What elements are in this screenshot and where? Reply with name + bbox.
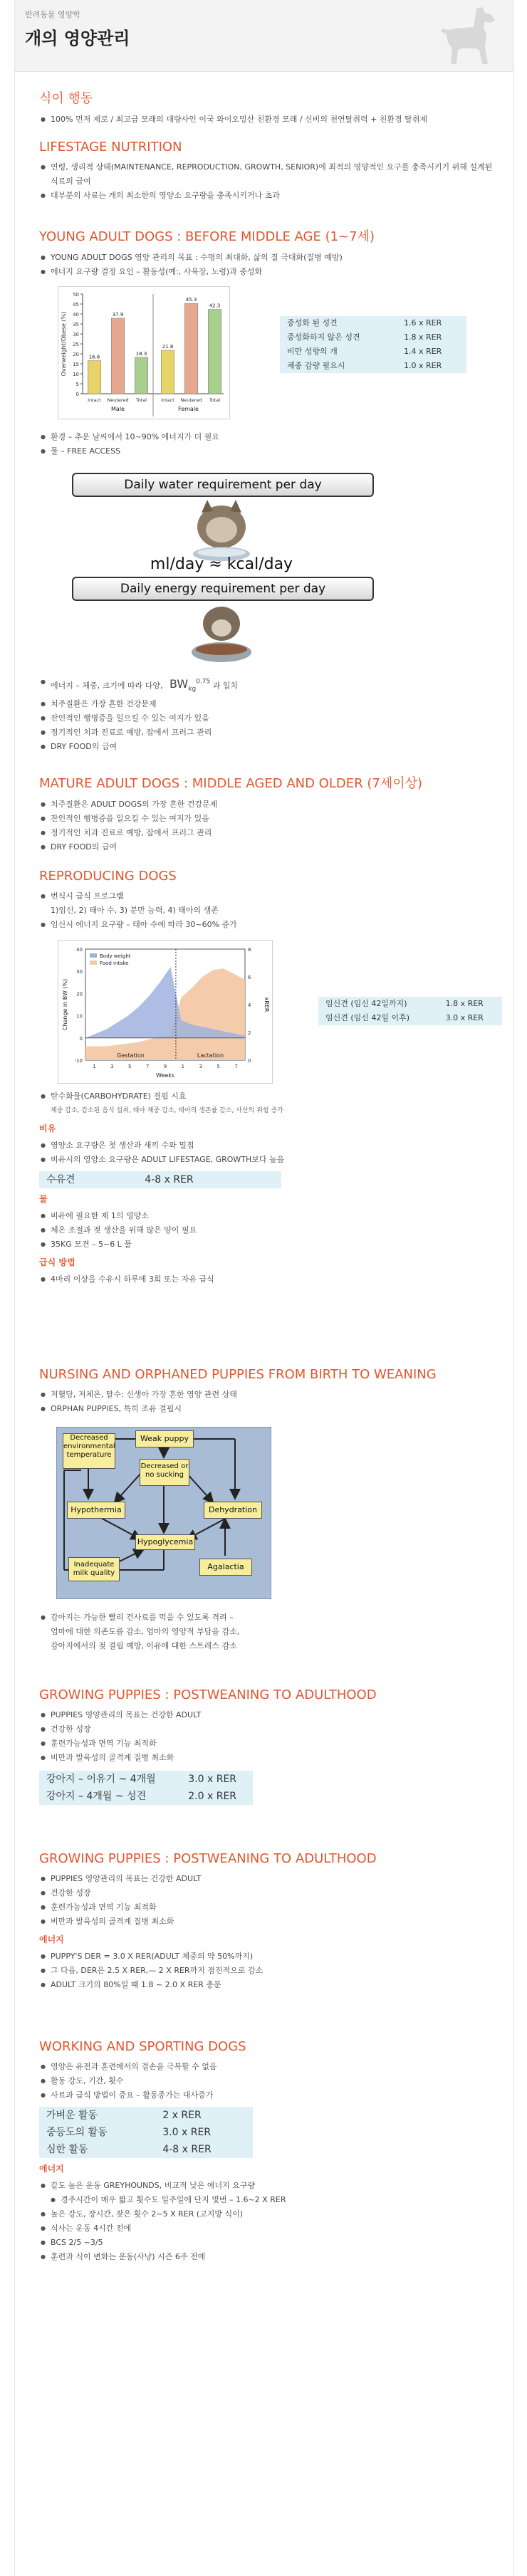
puppy-energy-table bbox=[39, 1771, 253, 1805]
x-tick-label: 7 bbox=[234, 1064, 238, 1069]
energy-formula: $BW_{kg}^{0.75}$ bbox=[169, 677, 211, 693]
list-item: ● 영양소 요구량은 첫 생산과 새끼 수와 밀접 bbox=[51, 1138, 495, 1153]
dog-silhouette-icon bbox=[435, 6, 499, 67]
section-title: GROWING PUPPIES : POSTWEANING TO ADULTHOOD bbox=[39, 1851, 377, 1866]
young-extra-list bbox=[39, 430, 495, 459]
y-tick-label: -10 bbox=[74, 1058, 83, 1064]
table-row: 강아지 – 4개월 ~ 성견 2.0 x RER bbox=[46, 1791, 237, 1802]
group-label: Male bbox=[111, 406, 125, 412]
list-item: ● 저혈당, 저체온, 탈수: 신생아 가장 흔한 영양 관련 상태 bbox=[51, 1388, 495, 1402]
node-inadequate-milk: Inadequate milk quality bbox=[68, 1557, 120, 1581]
list-item: ● 높은 강도, 장시간, 잦은 횟수 2~5 X RER (고지방 식이) bbox=[51, 2207, 495, 2221]
cat-drinking-icon bbox=[186, 498, 257, 562]
list-item: ● 치주질환은 ADULT DOGS의 가장 흔한 건강문제 bbox=[51, 797, 495, 812]
x-tick-label: 5 bbox=[216, 1064, 220, 1069]
bar-value-label: 18.3 bbox=[135, 350, 147, 357]
list-item: ● 경주시간이 매우 짧고 횟수도 일주일에 단지 몇번 – 1.6~2 X RER bbox=[51, 2193, 495, 2207]
list-item: ● 잔인적인 행병증을 일으킬 수 있는 여지가 있음 bbox=[51, 812, 495, 826]
bar bbox=[208, 310, 221, 394]
y-tick-label: 10 bbox=[73, 372, 79, 377]
table-row: 수유견 4-8 x RER bbox=[46, 1174, 194, 1185]
y-tick-label: 40 bbox=[73, 312, 79, 318]
x-tick-label: 5 bbox=[127, 1064, 132, 1069]
list-item: ● PUPPY'S DER = 3.0 X RER(ADULT 체중의 약 50%까지) bbox=[51, 1949, 495, 1964]
x-tick-label: 9 bbox=[163, 1064, 167, 1069]
y-tick-label: 35 bbox=[73, 322, 79, 328]
x-tick-label: Total bbox=[209, 397, 221, 403]
list-item: ● 잔인적인 행병증을 일으킬 수 있는 여지가 있음 bbox=[51, 711, 495, 726]
section-diet bbox=[39, 88, 495, 127]
list-item: ● 비만과 발육성의 골격계 질병 최소화 bbox=[51, 1915, 495, 1929]
indent-text: 엄마에 대한 의존도를 감소, 엄마의 영양적 부담을 감소, bbox=[51, 1627, 240, 1636]
x-tick-label: Neutered bbox=[107, 397, 129, 403]
table-row: 임신견 (임신 42일 이후) 3.0 x RER bbox=[325, 1013, 484, 1022]
list-item: ● 체온 조절과 젖 생산을 위해 많은 양이 필요 bbox=[51, 1223, 495, 1237]
bar bbox=[135, 357, 147, 394]
orphan-notes bbox=[39, 1611, 495, 1653]
list-item: ● 대부분의 사료는 개의 최소한의 영양소 요구량을 충족시키거나 초과 bbox=[51, 189, 495, 203]
page-header bbox=[15, 0, 513, 72]
list-item: ● 치주질환은 가장 흔한 건강문제 bbox=[51, 697, 495, 711]
table-row: 강아지 – 이유기 ~ 4개월 3.0 x RER bbox=[46, 1774, 237, 1785]
dog-food-bowl-icon bbox=[186, 602, 257, 666]
list-item: ● 35KG 모견 – 5~6 L 물 bbox=[51, 1237, 495, 1252]
y-tick-label: 30 bbox=[73, 332, 79, 337]
list-item: ● 식사는 운동 4시간 전에 bbox=[51, 2221, 495, 2236]
list-item: ● 영양은 유전과 훈련에서의 결손을 극복할 수 없음 bbox=[51, 2060, 495, 2074]
node-agalactia: Agalactia bbox=[199, 1559, 252, 1576]
list-item: ● ADULT 크기의 80%일 때 1.8 ~ 2.0 X RER 충분 bbox=[51, 1978, 495, 1992]
list-item: ● 임신시 에너지 요구량 – 태아 수에 따라 30~60% 증가 bbox=[51, 918, 495, 932]
bar bbox=[111, 318, 124, 394]
y2-tick-label: 0 bbox=[248, 1058, 251, 1064]
y-tick-label: 0 bbox=[75, 392, 79, 397]
carb-note: 체중 감소, 감소된 음식 섭취, 태아 체중 감소, 태아의 생존률 감소, 사산의 위험 증가 bbox=[51, 1107, 283, 1114]
list-item: ● 훈련과 식이 변화는 운동(사냥) 시즌 6주 전에 bbox=[51, 2250, 495, 2264]
table-row: 심한 활동 4-8 x RER bbox=[46, 2144, 212, 2155]
indent-text: 감아지에서의 젖 결핍 예방, 이유에 대한 스트레스 감소 bbox=[51, 1641, 237, 1650]
section-title: WORKING AND SPORTING DOGS bbox=[39, 2039, 246, 2054]
list-item: ● 건강한 성장 bbox=[51, 1722, 495, 1737]
young-energy-list bbox=[39, 675, 495, 754]
y2-tick-label: 4 bbox=[248, 1002, 251, 1008]
x-tick-label: 1 bbox=[93, 1064, 96, 1069]
bar-chart-svg bbox=[58, 287, 229, 419]
list-item: ● 환경 – 추운 날씨에서 10~90% 에너지가 더 필요 bbox=[51, 430, 495, 444]
page bbox=[14, 0, 514, 2576]
list-item: ● 비유시의 영양소 요구량은 ADULT LIFESTAGE, GROWTH보다 높음 bbox=[51, 1153, 495, 1167]
list-item: ● 연령, 생리적 상태(MAINTENANCE, REPRODUCTION, GROWTH, SENIOR)에 최적의 영양적인 요구를 충족시키기 위해 설계된 식료의 급여 bbox=[51, 160, 495, 189]
section-working bbox=[39, 2039, 495, 2264]
y2-tick-label: 2 bbox=[248, 1030, 251, 1036]
water-energy-equation: ml/day ≈ kcal/day bbox=[150, 555, 293, 573]
node-hypoglycemia: Hypoglycemia bbox=[135, 1534, 195, 1550]
y-tick-label: 20 bbox=[73, 352, 79, 357]
area-chart-svg bbox=[58, 941, 272, 1083]
water-requirement-label: Daily water requirement per day bbox=[72, 473, 374, 497]
node-dehydration: Dehydration bbox=[204, 1502, 262, 1519]
section-lifestage bbox=[39, 140, 495, 203]
list-item: ● 번식시 급식 프로그램 bbox=[51, 889, 495, 904]
y-tick-label: 10 bbox=[76, 1013, 83, 1020]
phase-label: Gestation bbox=[117, 1052, 145, 1059]
bar-value-label: 37.9 bbox=[112, 311, 124, 318]
list-item: ● 건강한 성장 bbox=[51, 1886, 495, 1900]
list-item: ● 탄수화물(CARBOHYDRATE) 결핍 시효 bbox=[51, 1089, 495, 1104]
y-tick-label: 5 bbox=[75, 382, 79, 387]
table-row: 체중 감량 필요시 1.0 x RER bbox=[287, 361, 442, 370]
list-item: ● 정기적인 치과 진료로 예방, 잡에서 프러그 관리 bbox=[51, 826, 495, 840]
pregnancy-lactation-chart bbox=[58, 940, 273, 1084]
y-tick-label: 20 bbox=[76, 991, 83, 998]
phase-label: Lactation bbox=[197, 1052, 224, 1059]
list-item: ● 활동 강도, 기간, 횟수 bbox=[51, 2074, 495, 2088]
table-row: 비만 성향의 개 1.4 x RER bbox=[287, 347, 442, 356]
section-reproducing bbox=[39, 869, 495, 932]
list-item: ● 정기적인 치과 진료로 예방, 잡에서 프러그 관리 bbox=[51, 726, 495, 740]
section-title: LIFESTAGE NUTRITION bbox=[39, 140, 182, 155]
nursing-title: 비유 bbox=[39, 1124, 56, 1133]
list-item: ● 에너지 요구량 결정 요인 – 활동성(예:, 사육장, 노령)과 중성화 bbox=[51, 265, 495, 279]
list-item: ● 물 – FREE ACCESS bbox=[51, 444, 495, 459]
x-tick-label: Intact bbox=[161, 397, 174, 403]
list-item: ● DRY FOOD의 급여 bbox=[51, 740, 495, 754]
list-item: ● PUPPIES 영양관리의 목표는 건강한 ADULT bbox=[51, 1872, 495, 1886]
section-title: REPRODUCING DOGS bbox=[39, 869, 177, 884]
y-tick-label: 15 bbox=[73, 362, 79, 367]
y-tick-label: 25 bbox=[73, 342, 79, 347]
list-item: ● BCS 2/5 ~3/5 bbox=[51, 2236, 495, 2250]
list-item: ● 비만과 발육성의 골격계 질병 최소화 bbox=[51, 1751, 495, 1765]
node-decreased-temperature: Decreased environmental temperature bbox=[63, 1433, 115, 1469]
list-item: ● 훈련가능성과 면역 기능 최적화 bbox=[51, 1737, 495, 1751]
obesity-bar-chart bbox=[58, 286, 230, 419]
legend-swatch bbox=[90, 953, 97, 958]
bar-value-label: 16.6 bbox=[88, 354, 100, 360]
bar bbox=[161, 350, 174, 394]
list-item: ● 비유에 필요한 제 1의 영양소 bbox=[51, 1209, 495, 1223]
energy-title: 에너지 bbox=[39, 2164, 64, 2174]
bar-value-label: 42.3 bbox=[209, 303, 221, 309]
feeding-title: 급식 방법 bbox=[39, 1257, 75, 1267]
node-hypothermia: Hypothermia bbox=[67, 1502, 125, 1519]
x-tick-label: 7 bbox=[145, 1064, 150, 1069]
section-young-adult bbox=[39, 226, 495, 279]
group-label: Female bbox=[178, 406, 199, 412]
table-row: 중성화 된 성견 1.6 x RER bbox=[287, 318, 442, 328]
y2-tick-label: 8 bbox=[248, 947, 251, 953]
section-title: YOUNG ADULT DOGS : BEFORE MIDDLE AGE (1~7세) bbox=[39, 229, 375, 244]
node-weak-puppy: Weak puppy bbox=[135, 1430, 194, 1447]
y-tick-label: 30 bbox=[76, 969, 83, 975]
table-row: 중등도의 활동 3.0 x RER bbox=[46, 2127, 212, 2138]
legend-label: Food intake bbox=[100, 960, 129, 966]
indent-text: 1)임신, 2) 태아 수, 3) 분만 능력, 4) 태아의 생존 bbox=[51, 906, 219, 915]
page-title: 개의 영양관리 bbox=[25, 28, 130, 48]
list-item: ● PUPPIES 영양관리의 목표는 건강한 ADULT bbox=[51, 1708, 495, 1722]
x-tick-label: 1 bbox=[181, 1064, 185, 1069]
y-tick-label: 0 bbox=[79, 1035, 83, 1042]
legend-label: Body weight bbox=[100, 953, 131, 959]
section-title: GROWING PUPPIES : POSTWEANING TO ADULTHOOD bbox=[39, 1687, 377, 1702]
list-item: ● 그 다음, DER은 2.5 X RER,— 2 X RER까지 점진적으로 감소 bbox=[51, 1964, 495, 1978]
bar bbox=[88, 361, 100, 394]
x-tick-label: Neutered bbox=[180, 397, 202, 403]
section-title: MATURE ADULT DOGS : MIDDLE AGED AND OLDER (7세이상) bbox=[39, 776, 423, 791]
bar-value-label: 45.3 bbox=[185, 297, 197, 303]
list-item: ● 100% 먼저 제로 / 최고급 모래의 대량사인 이국 와이오밍산 친환경 모래 / 신비의 천연탈취력 + 친환경 탈취제 bbox=[51, 112, 495, 127]
list-item: ● 훈련가능성과 면역 기능 최적화 bbox=[51, 1900, 495, 1915]
table-row: 임신견 (임신 42일까지) 1.8 x RER bbox=[325, 999, 484, 1008]
x-tick-label: Intact bbox=[88, 397, 101, 403]
energy-title: 에너지 bbox=[39, 1934, 64, 1944]
activity-energy-table bbox=[39, 2107, 253, 2158]
legend-swatch bbox=[90, 960, 97, 965]
section-title: 식이 행동 bbox=[39, 91, 93, 106]
water-title: 물 bbox=[39, 1194, 48, 1204]
x-tick-label: 3 bbox=[199, 1064, 203, 1069]
list-item: ● ORPHAN PUPPIES, 특히 조유 결핍시 bbox=[51, 1402, 495, 1416]
pregnancy-energy-table bbox=[318, 997, 502, 1025]
y-tick-label: 50 bbox=[73, 292, 79, 298]
list-item: ● 4마리 이상을 수유시 하루에 3회 또는 자유 급식 bbox=[51, 1272, 495, 1287]
list-item: ● 감아지는 가능한 빨리 건사료를 먹을 수 있도록 격려 – bbox=[51, 1611, 495, 1625]
x-tick-label: 3 bbox=[110, 1064, 114, 1069]
list-item: ● 에너지 – 체중, 크기에 따라 다양, $BW_{kg}^{0.75}$ 과 일치 bbox=[51, 675, 495, 697]
repro-details bbox=[39, 1089, 495, 1287]
puppy-problem-diagram bbox=[56, 1427, 271, 1599]
section-growing-2 bbox=[39, 1851, 495, 1992]
y-tick-label: 45 bbox=[73, 302, 79, 308]
list-item: ● 같도 높은 운동 GREYHOUNDS, 비교적 낮은 에너지 요구량 bbox=[51, 2179, 495, 2193]
energy-requirement-label: Daily energy requirement per day bbox=[72, 577, 374, 601]
node-no-sucking: Decreased or no sucking bbox=[140, 1459, 189, 1486]
section-orphan bbox=[39, 1367, 495, 1416]
section-mature bbox=[39, 773, 495, 854]
x-axis-label: Weeks bbox=[155, 1072, 175, 1079]
table-row: 중성화하지 않은 성견 1.8 x RER bbox=[287, 333, 442, 342]
y-axis-label: Change in BW (%) bbox=[62, 978, 68, 1031]
nursing-energy-table bbox=[39, 1171, 281, 1188]
y2-axis-label: xRER bbox=[264, 997, 270, 1012]
category-label: 반려동물 영양학 bbox=[25, 10, 80, 19]
section-growing-1 bbox=[39, 1687, 495, 1805]
x-tick-label: Total bbox=[135, 397, 147, 403]
list-item: ● 사료과 급식 방법이 중요 – 활동종가는 대사증가 bbox=[51, 2088, 495, 2103]
y-axis-label: Overweight/Obese (%) bbox=[61, 311, 67, 377]
y-tick-label: 40 bbox=[76, 947, 83, 953]
young-energy-table bbox=[280, 316, 466, 373]
list-item: ● DRY FOOD의 급여 bbox=[51, 840, 495, 854]
bar-value-label: 21.8 bbox=[162, 343, 174, 350]
bar bbox=[184, 303, 197, 394]
section-title: NURSING AND ORPHANED PUPPIES FROM BIRTH TO WEANING bbox=[39, 1367, 437, 1382]
table-row: 가벼운 활동 2 x RER bbox=[46, 2110, 202, 2121]
y2-tick-label: 6 bbox=[248, 975, 251, 980]
list-item: ● YOUNG ADULT DOGS 영양 관리의 목표 : 수명의 최대화, 삶의 질 극대화(질병 예방) bbox=[51, 251, 495, 265]
